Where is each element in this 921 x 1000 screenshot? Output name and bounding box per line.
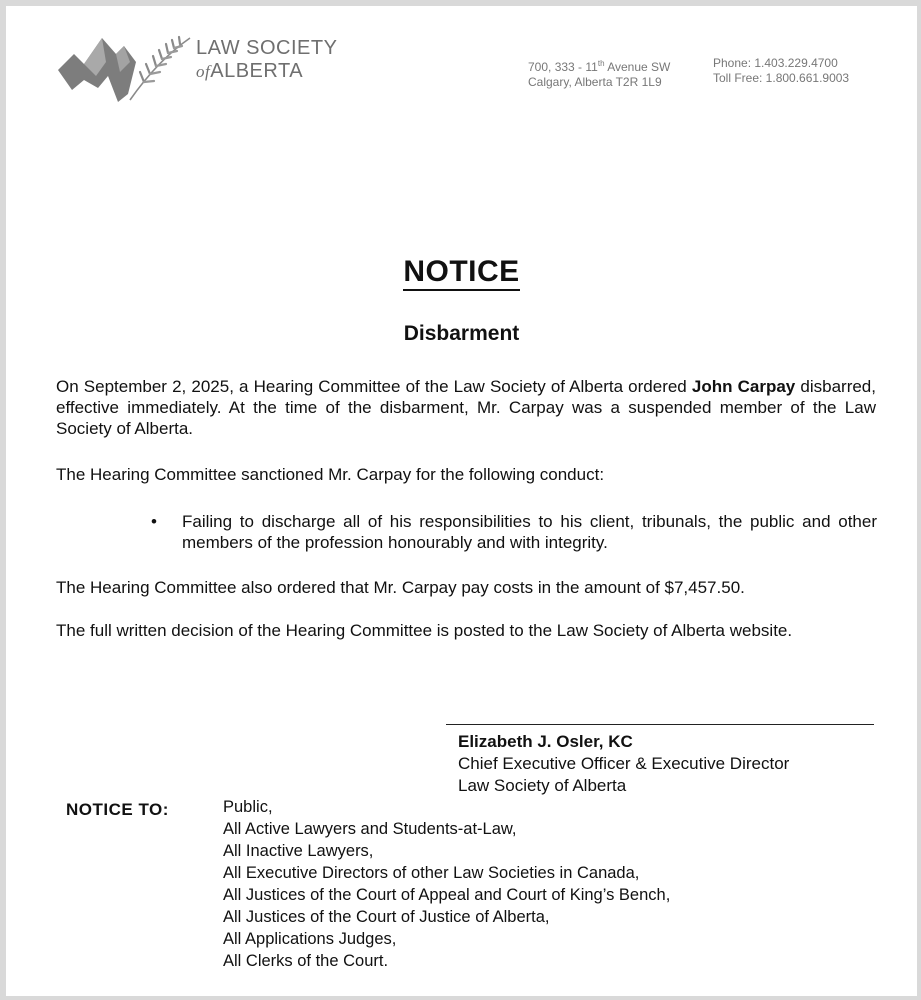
logo-line-law-society: LAW SOCIETY — [196, 37, 338, 59]
recipient-item: Public, — [223, 798, 273, 816]
signatory-title: Chief Executive Officer & Executive Director — [458, 754, 790, 773]
recipient-item: All Clerks of the Court. — [223, 952, 389, 970]
phone-number: Phone: 1.403.229.4700 — [713, 56, 838, 70]
recipient-item: All Justices of the Court of Justice of Alberta, — [223, 908, 550, 926]
notice-to-label: NOTICE TO: — [66, 800, 169, 819]
office-address — [528, 56, 670, 90]
conduct-text: Failing to discharge all of his responsibilities to his client, tribunals, the public and other members of the profession honourably and with integrity. — [182, 512, 877, 552]
paragraph-sanction-intro: The Hearing Committee sanctioned Mr. Carpay for the following conduct: — [56, 465, 605, 484]
law-society-logo-icon — [58, 32, 198, 102]
bullet-icon: • — [151, 512, 157, 531]
paragraph-disbarment-order — [56, 376, 876, 439]
address-street: Avenue SW — [604, 60, 671, 74]
paragraph-costs: The Hearing Committee also ordered that Mr. Carpay pay costs in the amount of $7,457.50. — [56, 578, 745, 597]
notice-to-recipients — [223, 796, 670, 972]
recipient-item: All Justices of the Court of Appeal and Court of King’s Bench, — [223, 886, 671, 904]
signatory-org: Law Society of Alberta — [458, 776, 627, 795]
paragraph-decision-posted: The full written decision of the Hearing Committee is posted to the Law Society of Alberta website. — [56, 621, 793, 640]
p1-text-b: disbarred, effective immediately. At the time of the disbarment, Mr. Carpay was a suspended member of the Law Society of Alberta. — [56, 377, 876, 438]
logo-wordmark — [196, 36, 337, 83]
signature-line — [446, 724, 874, 725]
logo-line-alberta — [196, 60, 337, 83]
notice-subtitle: Disbarment — [403, 322, 520, 345]
member-name: John Carpay — [691, 377, 796, 396]
address-ordinal: th — [597, 59, 605, 68]
contact-phones — [713, 56, 849, 86]
notice-page — [6, 6, 917, 996]
recipient-item: All Executive Directors of other Law Societies in Canada, — [223, 864, 640, 882]
signature-block — [458, 731, 789, 797]
toll-free-number: Toll Free: 1.800.661.9003 — [713, 71, 850, 85]
address-line-1 — [528, 56, 670, 75]
notice-title-text: NOTICE — [403, 255, 519, 291]
signatory-name: Elizabeth J. Osler, KC — [458, 732, 633, 751]
address-street-number: 700, 333 - 11 — [528, 60, 598, 74]
logo-of: of — [196, 62, 211, 81]
p1-text-a: On September 2, 2025, a Hearing Committee of the Law Society of Alberta ordered — [56, 377, 692, 396]
recipient-item: All Inactive Lawyers, — [223, 842, 374, 860]
logo-alberta: ALBERTA — [210, 60, 304, 82]
notice-title — [6, 255, 917, 289]
recipient-item: All Applications Judges, — [223, 930, 397, 948]
recipient-item: All Active Lawyers and Students-at-Law, — [223, 820, 517, 838]
address-line-2: Calgary, Alberta T2R 1L9 — [528, 75, 662, 89]
